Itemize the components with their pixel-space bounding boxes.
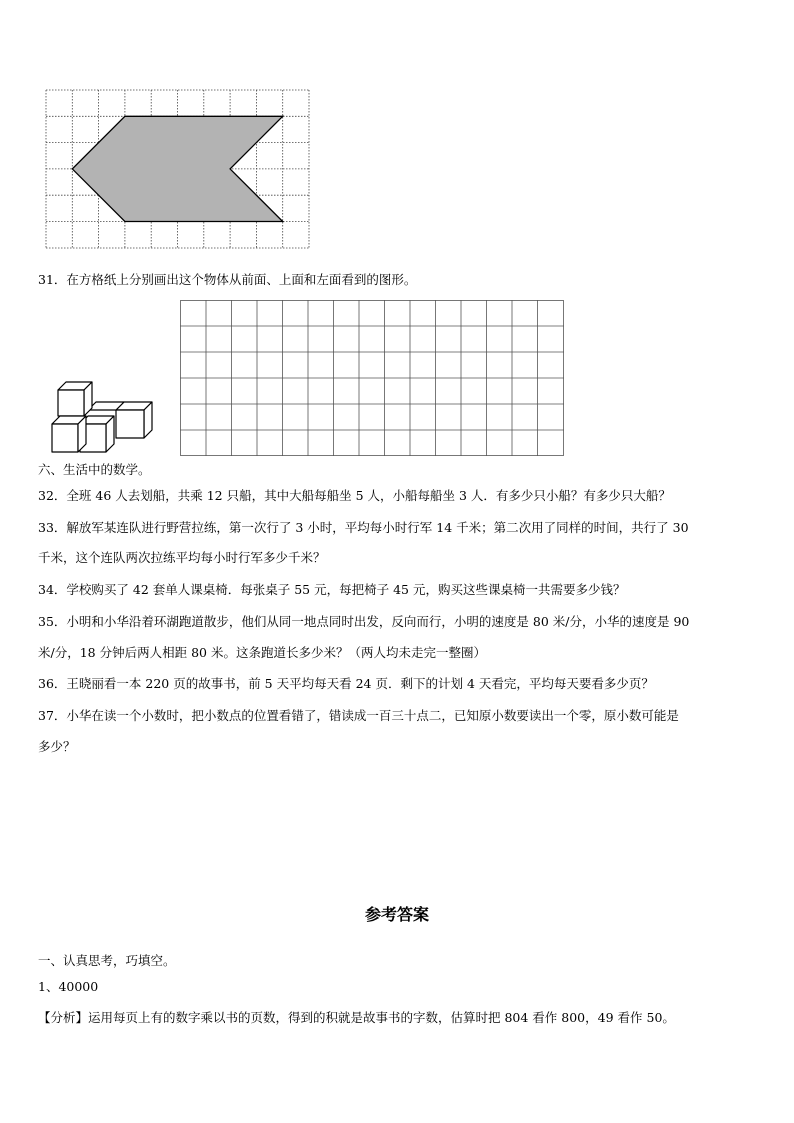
answers-section-1: 一、认真思考，巧填空。	[38, 953, 176, 968]
question-37-line-2: 多少？	[38, 739, 76, 754]
answer-1-analysis: 【分析】运用每页上有的数字乘以书的页数，得到的积就是故事书的字数，估算时把 804 看作 800，49 看作 50。	[38, 1010, 675, 1025]
cube-stack-figure	[48, 378, 158, 454]
answers-title: 参考答案	[364, 905, 429, 924]
square-grid	[180, 300, 565, 457]
question-37-line-1: 37．小华在读一个小数时，把小数点的位置看错了，错读成一百三十点二，已知原小数要读出一个零，原小数可能是	[38, 708, 679, 723]
question-36: 36．王晓丽看一本 220 页的故事书，前 5 天平均每天看 24 页．剩下的计划 4 天看完，平均每天要看多少页？	[38, 676, 654, 691]
question-32: 32．全班 46 人去划船，共乘 12 只船，其中大船每船坐 5 人，小船每船坐 3 人．有多少只小船？有多少只大船？	[38, 488, 671, 503]
question-33-line-2: 千米，这个连队两次拉练平均每小时行军多少千米？	[38, 550, 326, 565]
question-35-line-1: 35．小明和小华沿着环湖跑道散步，他们从同一地点同时出发，反向而行，小明的速度是 80 米/分，小华的速度是 90	[38, 614, 690, 629]
section-6-heading: 六、生活中的数学。	[38, 462, 151, 477]
dotted-grid-figure	[45, 89, 310, 249]
question-33-line-1: 33．解放军某连队进行野营拉练，第一次行了 3 小时，平均每小时行军 14 千米；第二次用了同样的时间，共行了 30	[38, 520, 689, 535]
question-31: 31．在方格纸上分别画出这个物体从前面、上面和左面看到的图形。	[38, 272, 417, 287]
cube-stack-icon	[48, 378, 158, 454]
question-34: 34．学校购买了 42 套单人课桌椅．每张桌子 55 元，每把椅子 45 元，购买这些课桌椅一共需要多少钱？	[38, 582, 626, 597]
question-35-line-2: 米/分，18 分钟后两人相距 80 米。这条跑道长多少米？（两人均未走完一整圈）	[38, 645, 486, 660]
arrow-shape-diagram	[45, 89, 310, 249]
answer-1: 1、40000	[38, 979, 99, 994]
drawing-grid	[180, 300, 565, 457]
